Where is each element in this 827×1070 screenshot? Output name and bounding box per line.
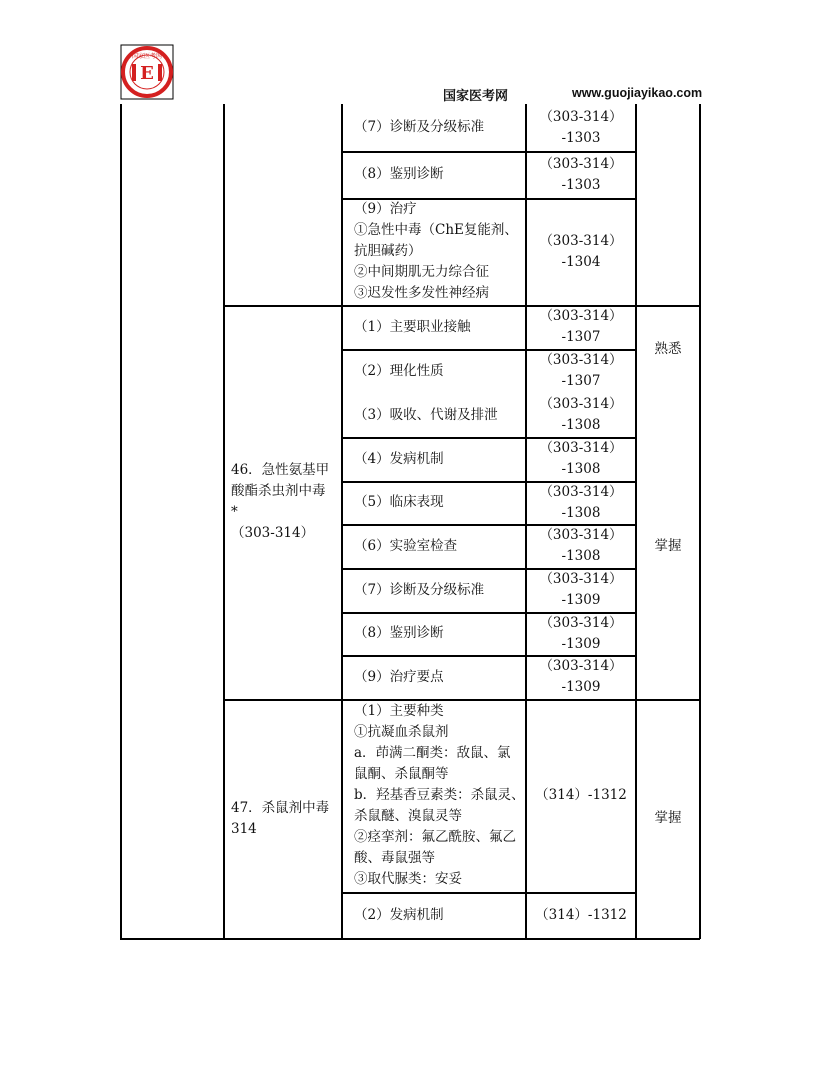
list-item: （2）发病机制 xyxy=(354,906,444,923)
svg-text:国家医考网: 国家医考网 xyxy=(131,53,163,60)
page-ref: （303-314） -1307 xyxy=(539,308,623,345)
page-ref: （303-314） -1308 xyxy=(539,396,623,433)
site-url[interactable]: www.guojiayikao.com xyxy=(572,86,703,100)
list-item: （5）临床表现 xyxy=(354,494,444,510)
list-item: （7）诊断及分级标准 xyxy=(354,581,485,598)
page-ref: （303-314） -1309 xyxy=(539,658,623,695)
page-ref: （314）-1312 xyxy=(535,906,627,923)
list-item: （8）鉴别诊断 xyxy=(354,625,444,641)
list-item: （6）实验室检查 xyxy=(354,537,458,554)
page-ref: （314）-1312 xyxy=(535,787,627,803)
site-logo xyxy=(120,44,174,100)
page-ref: （303-314） -1308 xyxy=(539,527,623,564)
level-label: 掌握 xyxy=(654,537,682,554)
page-ref: （303-314） -1309 xyxy=(539,614,623,652)
topic-46: 46．急性氨基甲 酸酯杀虫剂中毒 * （303-314） xyxy=(231,462,330,541)
page-ref: （303-314） -1309 xyxy=(539,571,623,608)
page-ref: （303-314） -1308 xyxy=(539,440,623,477)
page-ref: （303-314） -1303 xyxy=(539,108,623,146)
svg-text:E: E xyxy=(140,63,154,84)
list-item: （3）吸收、代谢及排泄 xyxy=(354,406,498,423)
list-item: （1）主要种类 ①抗凝血杀鼠剂 a．茚满二酮类：敌鼠、氯 鼠酮、杀鼠酮等 b．羟基香豆素类：杀鼠灵、 杀鼠醚、溴鼠灵等 ②痉挛剂：氟乙酰胺、氟乙 酸、毒鼠强等 ③取代脲类：安妥 xyxy=(354,703,525,887)
list-item: （2）理化性质 xyxy=(354,362,444,379)
level-label: 熟悉 xyxy=(654,340,682,357)
list-item: （9）治疗 ①急性中毒（ChE复能剂、 抗胆碱药） ②中间期肌无力综合征 ③迟发性多发性神经病 xyxy=(354,201,518,301)
list-item: （9）治疗要点 xyxy=(354,668,444,685)
page-ref: （303-314） -1308 xyxy=(539,483,623,521)
list-item: （8）鉴别诊断 xyxy=(354,166,444,182)
syllabus-table xyxy=(120,104,700,939)
list-item: （4）发病机制 xyxy=(354,450,444,467)
level-label: 掌握 xyxy=(654,810,682,826)
site-name: 国家医考网 xyxy=(443,89,509,104)
page-ref: （303-314） -1304 xyxy=(539,232,623,270)
list-item: （1）主要职业接触 xyxy=(354,318,471,335)
topic-47: 47．杀鼠剂中毒 314 xyxy=(231,799,330,837)
page-ref: （303-314） -1307 xyxy=(539,352,623,389)
page-ref: （303-314） -1303 xyxy=(539,155,623,193)
list-item: （7）诊断及分级标准 xyxy=(354,119,485,135)
